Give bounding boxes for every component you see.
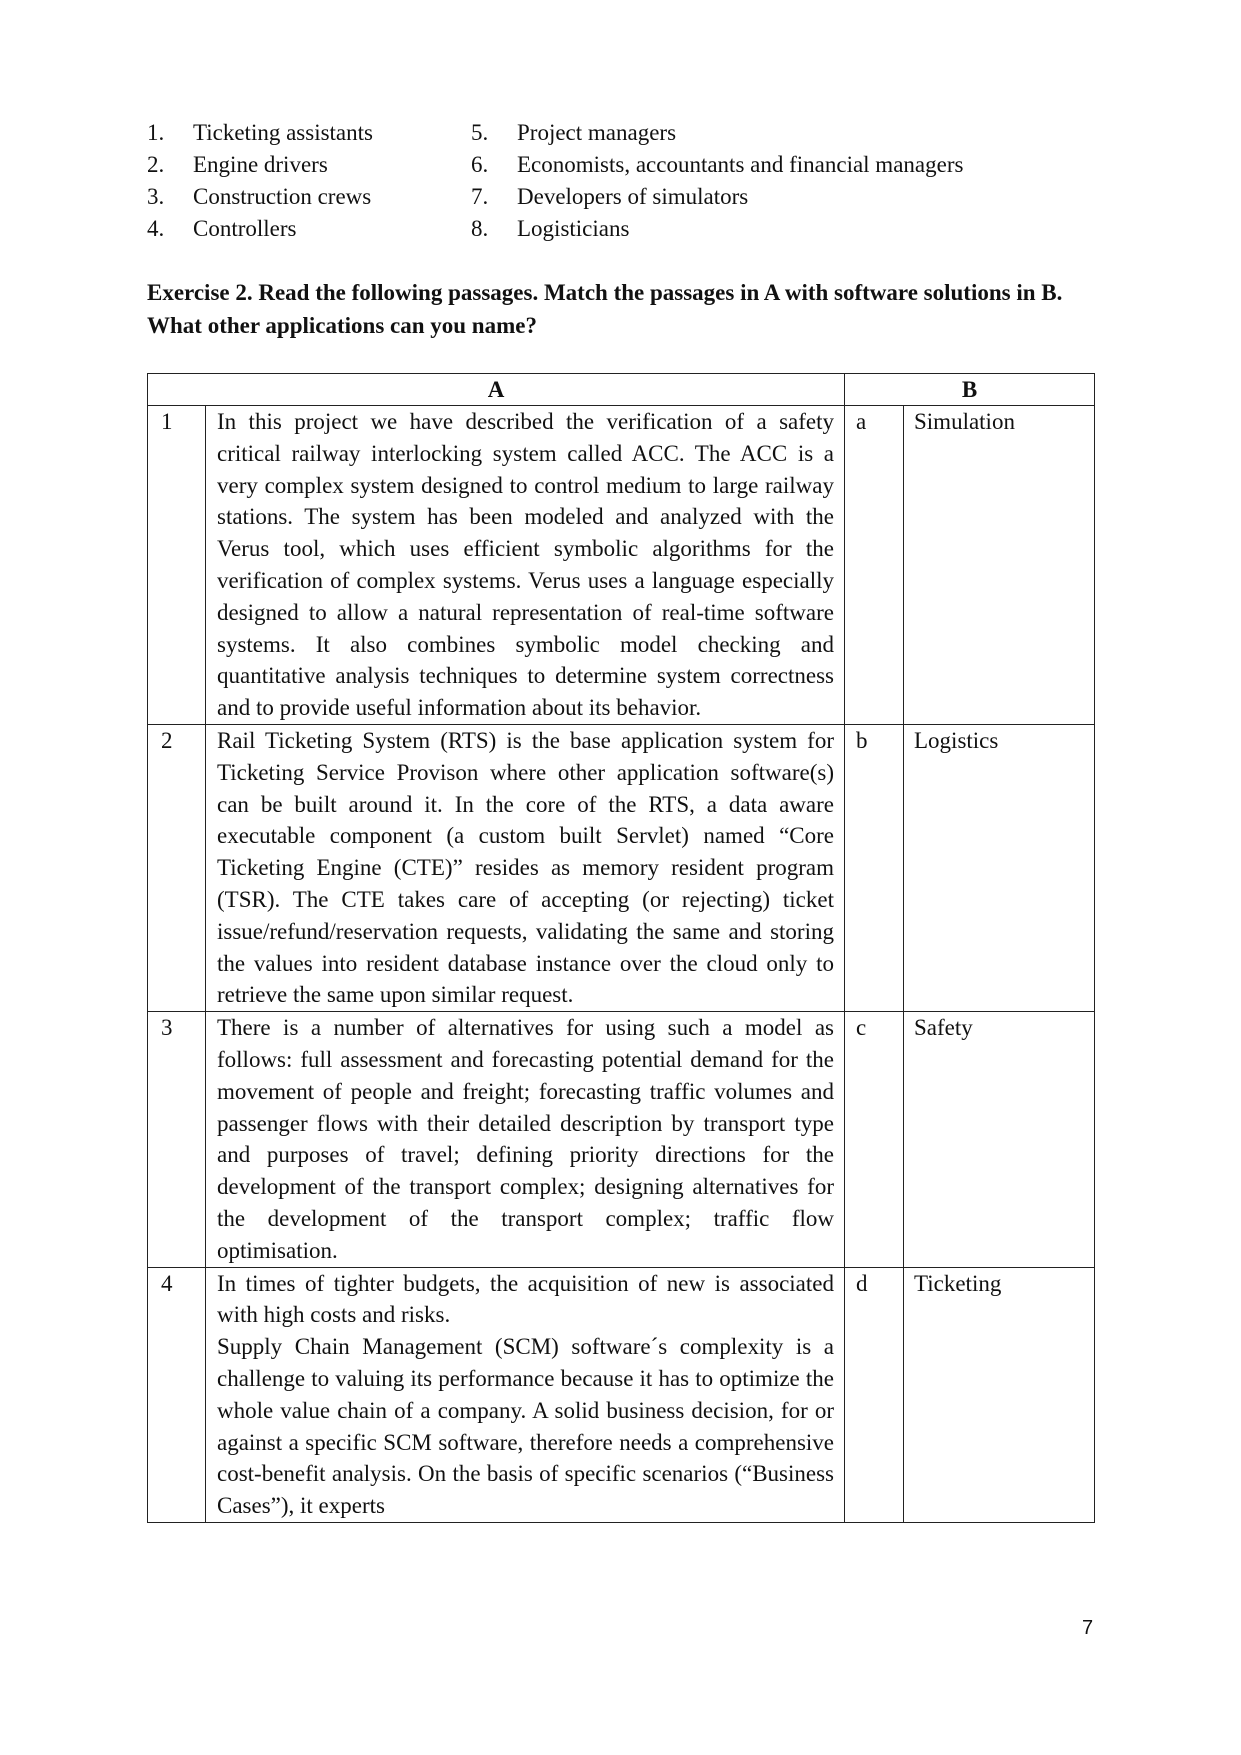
list-item (471, 181, 1031, 213)
list-item-number: 6. (471, 152, 489, 177)
row-number: 1 (148, 406, 206, 725)
table-row (148, 406, 1095, 725)
list-item-label: Economists, accountants and financial managers (517, 152, 964, 177)
table-row (148, 724, 1095, 1011)
list-item (471, 149, 1031, 181)
list-item-number: 7. (471, 184, 489, 209)
column-header-a: A (148, 374, 845, 406)
list-item (471, 213, 1031, 245)
matching-table (147, 373, 1095, 1523)
list-item-label: Engine drivers (193, 152, 328, 177)
list-item-number: 4. (147, 216, 165, 241)
job-list-right-column (471, 117, 1031, 245)
passage-paragraph: In times of tighter budgets, the acquisition of new is associated with high costs and risks. (217, 1270, 834, 1328)
column-header-b: B (845, 374, 1095, 406)
list-item-number: 2. (147, 152, 165, 177)
list-item (471, 117, 1031, 149)
row-number: 3 (148, 1012, 206, 1267)
solution-letter: a (845, 406, 904, 725)
passage-text: Rail Ticketing System (RTS) is the base application system for Ticketing Service Provison where other application software(s) can be built around it. In the core of the RTS, a data aware executable component (a custom built Servlet) named “Core Ticketing Engine (CTE)” resides as memory resident program (TSR). The CTE takes care of accepting (or rejecting) ticket issue/refund/reservation requests, validating the same and storing the values into resident database instance over the cloud only to retrieve the same upon similar request. (206, 724, 845, 1011)
list-item-label: Project managers (517, 120, 677, 145)
row-number: 4 (148, 1267, 206, 1522)
table-header-row (148, 374, 1095, 406)
list-item-number: 5. (471, 120, 489, 145)
list-item-number: 1. (147, 120, 165, 145)
passage-paragraph: Supply Chain Management (SCM) software´s complexity is a challenge to valuing its performance because it has to optimize the whole value chain of a company. A solid business decision, for or against a specific SCM software, therefore needs a comprehensive cost-benefit analysis. On the basis of specific scenarios (“Business Cases”), it experts (217, 1334, 834, 1519)
solution-name: Safety (904, 1012, 1095, 1267)
list-item-label: Construction crews (193, 184, 372, 209)
exercise-heading: Exercise 2. Read the following passages. Match the passages in A with software solutions in B. What other applications can you name? (147, 280, 1063, 338)
passage-text (206, 1267, 845, 1522)
row-number: 2 (148, 724, 206, 1011)
passage-text: There is a number of alternatives for using such a model as follows: full assessment and forecasting potential demand for the movement of people and freight; forecasting traffic volumes and passenger flows with their detailed description by transport type and purposes of travel; defining priority directions for the development of the transport complex; designing alternatives for the development of the transport complex; traffic flow optimisation. (206, 1012, 845, 1267)
table-row (148, 1267, 1095, 1522)
list-item-label: Logisticians (517, 216, 630, 241)
passage-text: In this project we have described the verification of a safety critical railway interlocking system called ACC. The ACC is a very complex system designed to control medium to large railway stations. The system has been modeled and analyzed with the Verus tool, which uses efficient symbolic algorithms for the verification of complex systems. Verus uses a language especially designed to allow a natural representation of real-time software systems. It also combines symbolic model checking and quantitative analysis techniques to determine system correctness and to provide useful information about its behavior. (206, 406, 845, 725)
list-item-label: Developers of simulators (517, 184, 749, 209)
solution-name: Simulation (904, 406, 1095, 725)
page-number: 7 (1082, 1617, 1094, 1639)
list-item-label: Ticketing assistants (193, 120, 373, 145)
solution-name: Ticketing (904, 1267, 1095, 1522)
list-item-label: Controllers (193, 216, 297, 241)
list-item-number: 3. (147, 184, 165, 209)
list-item-number: 8. (471, 216, 489, 241)
solution-letter: b (845, 724, 904, 1011)
solution-letter: d (845, 1267, 904, 1522)
solution-name: Logistics (904, 724, 1095, 1011)
table-row (148, 1012, 1095, 1267)
solution-letter: c (845, 1012, 904, 1267)
